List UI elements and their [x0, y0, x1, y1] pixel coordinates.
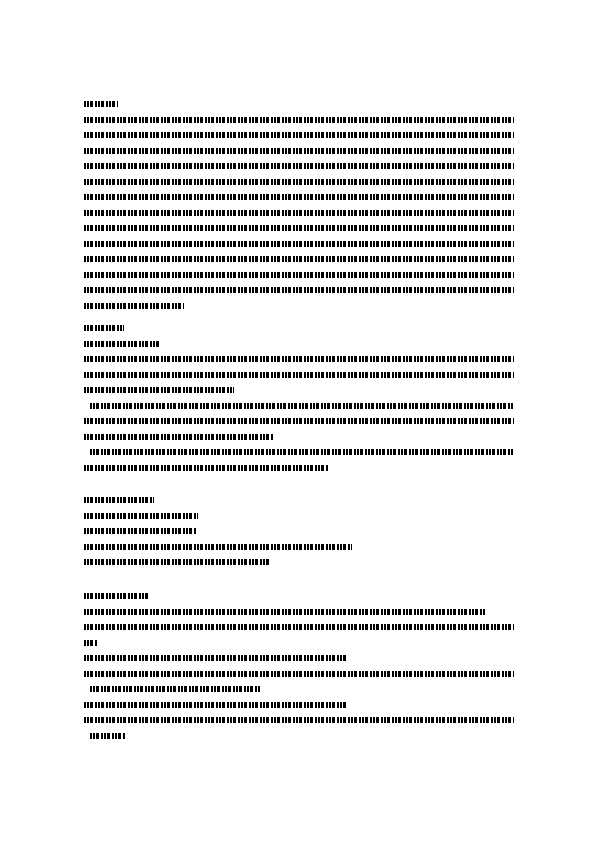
list-item [84, 604, 516, 620]
paragraph-line [84, 112, 516, 128]
paragraph-line [84, 367, 516, 383]
paragraph-line [84, 158, 516, 174]
list-item [84, 554, 516, 570]
section-two [84, 320, 516, 475]
paragraph-line [84, 174, 516, 190]
list-item [84, 650, 516, 666]
paragraph-line [84, 251, 516, 267]
list-item [84, 712, 516, 728]
paragraph-line [84, 127, 516, 143]
paragraph-line [84, 236, 516, 252]
paragraph-line [84, 382, 516, 398]
paragraph-line [84, 460, 516, 476]
list-item [84, 635, 516, 651]
paragraph-line [84, 267, 516, 283]
list-heading [84, 588, 516, 604]
section-heading [84, 320, 516, 336]
paragraph-line [84, 220, 516, 236]
list-item [90, 681, 516, 697]
list-item [84, 508, 516, 524]
paragraph-line [84, 143, 516, 159]
paragraph-line [90, 398, 516, 414]
paragraph-line [90, 444, 516, 460]
list-item [84, 619, 516, 635]
paragraph-line [84, 205, 516, 221]
section-intro [84, 96, 516, 313]
paragraph-line [84, 282, 516, 298]
paragraph-line [84, 429, 516, 445]
paragraph-line [84, 413, 516, 429]
list-item [84, 666, 516, 682]
paragraph-line [84, 351, 516, 367]
section-heading [84, 96, 516, 112]
section-list-one [84, 492, 516, 570]
paragraph-line [84, 298, 516, 314]
list-heading [84, 492, 516, 508]
paragraph-line [84, 189, 516, 205]
section-list-two [84, 588, 516, 743]
list-item [84, 697, 516, 713]
subheading [84, 336, 516, 352]
list-item [84, 539, 516, 555]
list-item [84, 523, 516, 539]
list-item [90, 728, 516, 744]
